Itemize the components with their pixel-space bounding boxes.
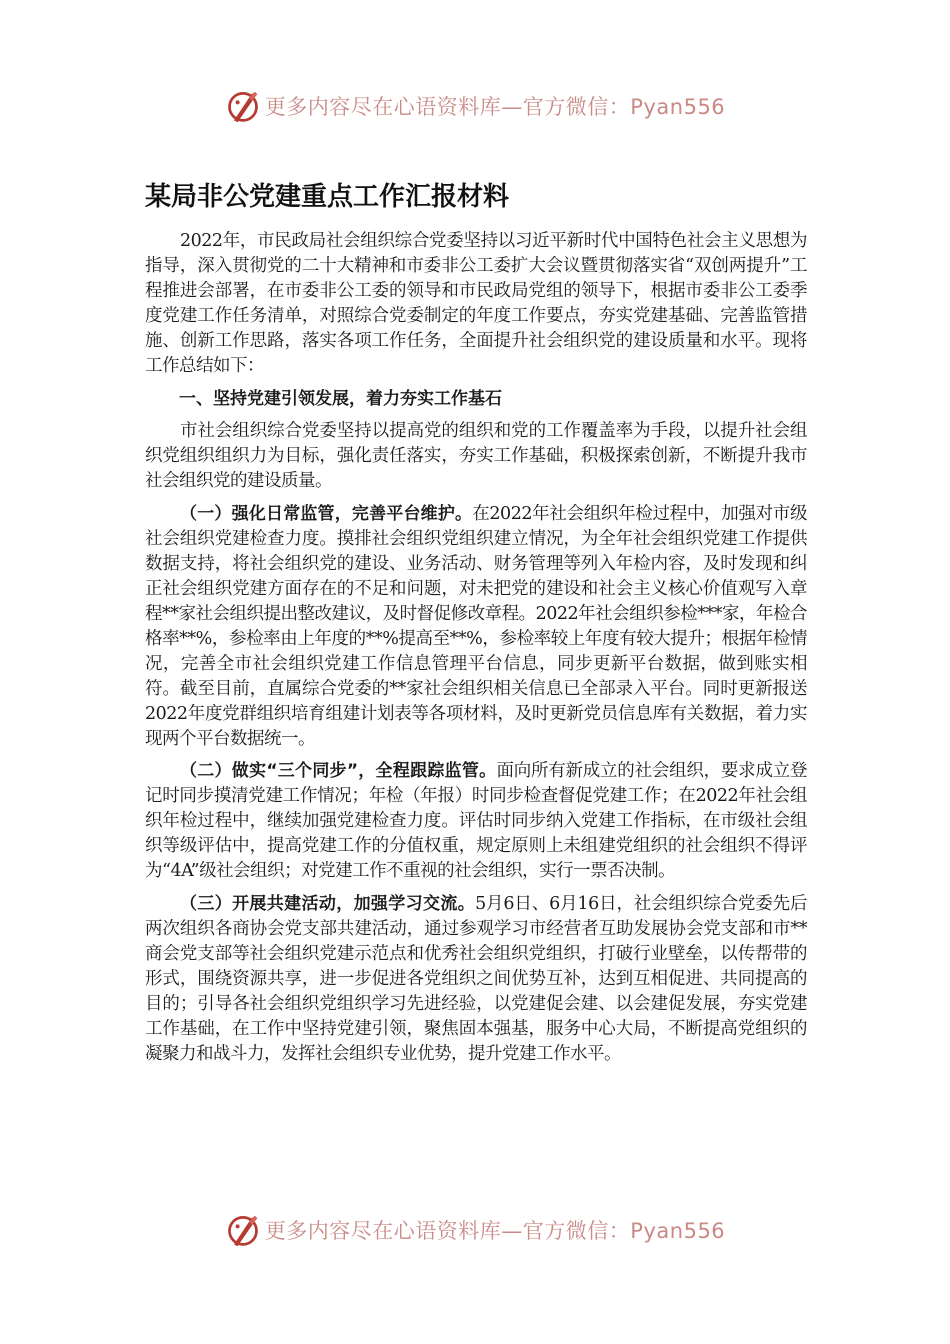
item-paragraph-1 [145,502,807,752]
footer-banner [0,1206,950,1254]
document-title: 某局非公党建重点工作汇报材料 [145,182,510,212]
item-paragraph-2 [145,759,807,884]
item-paragraph-3 [145,892,807,1067]
quill-pen-logo-icon [225,88,261,124]
item-lead-2: （二）做实“三个同步”，全程跟踪监管。 [180,761,497,781]
item-lead-3: （三）开展共建活动，加强学习交流。 [180,893,476,914]
item-body-3: 5月6日、6月16日，社会组织综合党委先后两次组织各商协会党支部共建活动，通过参观学习市经营者互助发展协会党支部和市**商会党支部等社会组织党建示范点和优秀社会组织党组织，打破行业壁垒，以传帮带的形式，围绕资源共享，进一步促进各党组织之间优势互补，达到互相促进、共同提高的目的；引导各社会组织党组织学习先进经验，以党建促会建、以会建促发展，夯实党建工作基础，在工作中坚持党建引领，聚焦固本强基，服务中心大局，不断提高党组织的凝聚力和战斗力，发挥社会组织专业优势，提升党建工作水平。 [145,893,808,1064]
intro-paragraph: 2022年，市民政局社会组织综合党委坚持以习近平新时代中国特色社会主义思想为指导，深入贯彻党的二十大精神和市委非公工委扩大会议暨贯彻落实省“双创两提升”工程推进会部署，在市委非公工委的领导和市民政局党组的领导下，根据市委非公工委季度党建工作任务清单，对照综合党委制定的年度工作要点，夯实党建基础、完善监管措施、创新工作思路，落实各项工作任务，全面提升社会组织党的建设质量和水平。现将工作总结如下： [145,231,807,376]
item-body-2: 面向所有新成立的社会组织，要求成立登记时同步摸清党建工作情况；年检（年报）时同步检查督促党建工作；在2022年社会组织年检过程中，继续加强党建检查力度。评估时同步纳入党建工作指标，在市级社会组织等级评估中，提高党建工作的分值权重，规定原则上未组建党组织的社会组织不得评为“4A”级社会组织；对党建工作不重视的社会组织，实行一票否决制。 [145,761,807,881]
item-lead-1: （一）强化日常监管，完善平台维护。 [180,503,473,524]
section-heading: 一、坚持党建引领发展，着力夯实工作基石 [179,388,502,409]
banner-text: 更多内容尽在心语资料库—官方微信：Pyan556 [264,1219,726,1243]
banner-text: 更多内容尽在心语资料库—官方微信：Pyan556 [264,95,726,119]
quill-pen-logo-icon [225,1212,261,1248]
document-body [145,229,807,1074]
section-intro-paragraph: 市社会组织综合党委坚持以提高党的组织和党的工作覆盖率为手段，以提升社会组织党组织组织力为目标，强化责任落实，夯实工作基础，积极探索创新，不断提升我市社会组织党的建设质量。 [145,421,807,491]
header-banner [0,82,950,130]
item-body-1: 在2022年社会组织年检过程中，加强对市级社会组织党建检查力度。摸排社会组织党组织建立情况，为全年社会组织党建工作提供数据支持，将社会组织党的建设、业务活动、财务管理等列入年检内容，及时发现和纠正社会组织党建方面存在的不足和问题，对未把党的建设和社会主义核心价值观写入章程**家社会组织提出整改建议，及时督促修改章程。2022年社会组织参检***家，年检合格率**%，参检率由上年度的**%提高至**%，参检率较上年度有较大提升；根据年检情况，完善全市社会组织党建工作信息管理平台信息，同步更新平台数据，做到账实相符。截至目前，直属综合党委的**家社会组织相关信息已全部录入平台。同时更新报送2022年度党群组织培育组建计划表等各项材料，及时更新党员信息库有关数据，着力实现两个平台数据统一。 [145,503,807,749]
